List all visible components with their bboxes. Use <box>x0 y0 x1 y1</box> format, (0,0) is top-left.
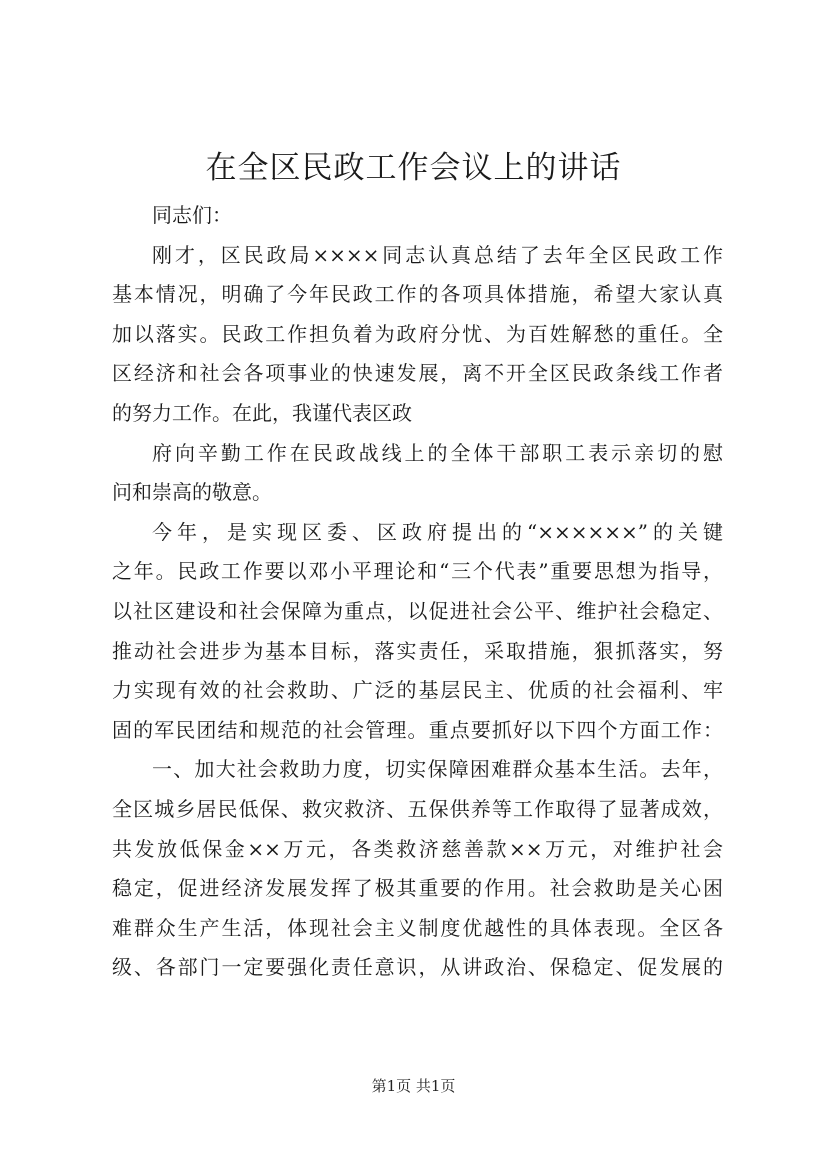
text-line: 以社区建设和社会保障为重点，以促进社会公平、维护社会稳定、 <box>112 598 723 623</box>
text-line: 全区城乡居民低保、救灾救济、五保供养等工作取得了显著成效， <box>112 796 723 821</box>
text-line: 区经济和社会各项事业的快速发展，离不开全区民政条线工作者 <box>112 361 723 386</box>
page-footer: 第1页 共1页 <box>371 1077 456 1095</box>
text-line: 基本情况，明确了今年民政工作的各项具体措施，希望大家认真 <box>112 282 723 307</box>
text-line: 今年，是实现区委、区政府提出的“××××××”的关键 <box>152 519 723 544</box>
text-line: 力实现有效的社会救助、广泛的基层民主、优质的社会福利、牢 <box>112 678 723 703</box>
text-line: 稳定，促进经济发展发挥了极其重要的作用。社会救助是关心困 <box>112 876 723 901</box>
text-line: 推动社会进步为基本目标，落实责任，采取措施，狠抓落实，努 <box>112 638 723 663</box>
text-line: 刚才，区民政局××××同志认真总结了去年全区民政工作 <box>152 242 723 267</box>
text-line: 同志们： <box>152 203 232 227</box>
text-line: 之年。民政工作要以邓小平理论和“三个代表”重要思想为指导， <box>112 559 723 584</box>
text-line: 府向辛勤工作在民政战线上的全体干部职工表示亲切的慰 <box>152 440 723 465</box>
text-line: 固的军民团结和规范的社会管理。重点要抓好以下四个方面工作： <box>112 717 723 742</box>
document-body <box>112 196 723 988</box>
text-line: 难群众生产生活，体现社会主义制度优越性的具体表现。全区各 <box>112 915 723 940</box>
text-line: 加以落实。民政工作担负着为政府分忧、为百姓解愁的重任。全 <box>112 321 723 346</box>
text-line: 一、加大社会救助力度，切实保障困难群众基本生活。去年， <box>152 757 723 782</box>
text-line: 问和崇高的敬意。 <box>112 480 272 505</box>
text-line: 级、各部门一定要强化责任意识，从讲政治、保稳定、促发展的 <box>112 955 723 980</box>
text-line: 的努力工作。在此，我谨代表区政 <box>112 400 412 425</box>
text-line: 共发放低保金××万元，各类救济慈善款××万元，对维护社会 <box>112 836 723 861</box>
document-title: 在全区民政工作会议上的讲话 <box>205 150 622 186</box>
